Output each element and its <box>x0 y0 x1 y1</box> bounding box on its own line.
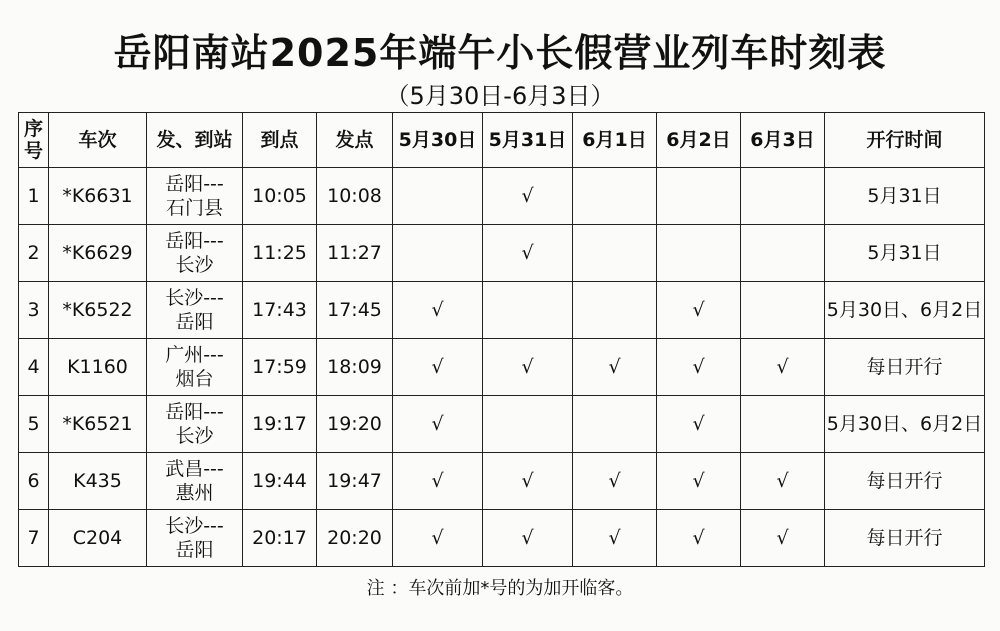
day-cell <box>741 168 825 225</box>
origin-station: 岳阳--- <box>165 173 224 195</box>
check-mark-icon: √ <box>776 527 789 549</box>
depart-time: 17:45 <box>317 282 393 339</box>
table-header-row <box>19 113 985 168</box>
check-mark-icon: √ <box>431 470 444 492</box>
header-day-0531: 5月31日 <box>483 113 573 168</box>
train-number: *K6629 <box>49 225 147 282</box>
header-arrive: 到点 <box>243 113 317 168</box>
route-cell <box>147 225 243 282</box>
seq-cell: 5 <box>19 396 49 453</box>
day-cell <box>573 168 657 225</box>
check-mark-icon: √ <box>521 185 534 207</box>
table-row <box>19 225 985 282</box>
seq-cell: 2 <box>19 225 49 282</box>
runtime-cell: 每日开行 <box>825 453 985 510</box>
origin-station: 武昌--- <box>165 458 224 480</box>
seq-cell: 7 <box>19 510 49 567</box>
header-day-0603: 6月3日 <box>741 113 825 168</box>
day-cell <box>657 453 741 510</box>
check-mark-icon: √ <box>431 356 444 378</box>
origin-station: 长沙--- <box>165 515 224 537</box>
depart-time: 10:08 <box>317 168 393 225</box>
runtime-cell: 每日开行 <box>825 510 985 567</box>
header-depart: 发点 <box>317 113 393 168</box>
runtime-cell: 5月31日 <box>825 168 985 225</box>
arrive-time: 10:05 <box>243 168 317 225</box>
day-cell <box>741 339 825 396</box>
table-row <box>19 510 985 567</box>
day-cell <box>393 453 483 510</box>
route-cell <box>147 282 243 339</box>
day-cell <box>483 282 573 339</box>
check-mark-icon: √ <box>776 470 789 492</box>
route-cell <box>147 510 243 567</box>
day-cell <box>393 168 483 225</box>
day-cell <box>573 339 657 396</box>
check-mark-icon: √ <box>521 356 534 378</box>
seq-cell: 1 <box>19 168 49 225</box>
table-row <box>19 339 985 396</box>
footnote: 注 ：车次前加*号的为加开临客。 <box>366 578 634 599</box>
check-mark-icon: √ <box>431 299 444 321</box>
check-mark-icon: √ <box>692 299 705 321</box>
day-cell <box>657 339 741 396</box>
destination-station: 岳阳 <box>175 311 214 333</box>
day-cell <box>393 225 483 282</box>
check-mark-icon: √ <box>431 413 444 435</box>
train-number: K435 <box>49 453 147 510</box>
schedule-table <box>18 112 985 567</box>
page-subtitle: （5月30日-6月3日） <box>385 82 615 110</box>
day-cell <box>573 453 657 510</box>
day-cell <box>483 168 573 225</box>
day-cell <box>393 339 483 396</box>
depart-time: 18:09 <box>317 339 393 396</box>
train-number: C204 <box>49 510 147 567</box>
header-day-0602: 6月2日 <box>657 113 741 168</box>
arrive-time: 20:17 <box>243 510 317 567</box>
day-cell <box>573 282 657 339</box>
origin-station: 岳阳--- <box>165 401 224 423</box>
day-cell <box>657 510 741 567</box>
depart-time: 19:20 <box>317 396 393 453</box>
day-cell <box>741 453 825 510</box>
table-row <box>19 453 985 510</box>
check-mark-icon: √ <box>776 356 789 378</box>
runtime-cell: 5月31日 <box>825 225 985 282</box>
seq-cell: 3 <box>19 282 49 339</box>
destination-station: 石门县 <box>165 197 223 219</box>
depart-time: 11:27 <box>317 225 393 282</box>
runtime-cell: 5月30日、6月2日 <box>825 282 985 339</box>
arrive-time: 17:59 <box>243 339 317 396</box>
seq-cell: 4 <box>19 339 49 396</box>
check-mark-icon: √ <box>521 527 534 549</box>
check-mark-icon: √ <box>692 356 705 378</box>
route-cell <box>147 396 243 453</box>
arrive-time: 17:43 <box>243 282 317 339</box>
table-row <box>19 168 985 225</box>
table-row <box>19 282 985 339</box>
train-number: K1160 <box>49 339 147 396</box>
day-cell <box>483 225 573 282</box>
arrive-time: 11:25 <box>243 225 317 282</box>
route-cell <box>147 453 243 510</box>
day-cell <box>657 396 741 453</box>
check-mark-icon: √ <box>608 470 621 492</box>
day-cell <box>741 510 825 567</box>
day-cell <box>573 225 657 282</box>
origin-station: 岳阳--- <box>165 230 224 252</box>
header-train: 车次 <box>49 113 147 168</box>
destination-station: 岳阳 <box>175 539 214 561</box>
train-number: *K6521 <box>49 396 147 453</box>
arrive-time: 19:44 <box>243 453 317 510</box>
check-mark-icon: √ <box>692 470 705 492</box>
day-cell <box>741 225 825 282</box>
check-mark-icon: √ <box>608 356 621 378</box>
day-cell <box>393 282 483 339</box>
day-cell <box>741 282 825 339</box>
table-row <box>19 396 985 453</box>
day-cell <box>483 339 573 396</box>
day-cell <box>393 396 483 453</box>
arrive-time: 19:17 <box>243 396 317 453</box>
origin-station: 长沙--- <box>165 287 224 309</box>
day-cell <box>483 396 573 453</box>
destination-station: 烟台 <box>175 368 214 390</box>
destination-station: 长沙 <box>175 425 214 447</box>
day-cell <box>483 453 573 510</box>
header-day-0530: 5月30日 <box>393 113 483 168</box>
runtime-cell: 每日开行 <box>825 339 985 396</box>
header-route: 发、到站 <box>147 113 243 168</box>
day-cell <box>657 225 741 282</box>
route-cell <box>147 168 243 225</box>
check-mark-icon: √ <box>692 413 705 435</box>
day-cell <box>393 510 483 567</box>
page-title: 岳阳南站2025年端午小长假营业列车时刻表 <box>113 31 887 75</box>
depart-time: 20:20 <box>317 510 393 567</box>
train-number: *K6522 <box>49 282 147 339</box>
seq-cell: 6 <box>19 453 49 510</box>
day-cell <box>657 282 741 339</box>
destination-station: 长沙 <box>175 254 214 276</box>
destination-station: 惠州 <box>175 482 214 504</box>
day-cell <box>741 396 825 453</box>
check-mark-icon: √ <box>692 527 705 549</box>
runtime-cell: 5月30日、6月2日 <box>825 396 985 453</box>
check-mark-icon: √ <box>608 527 621 549</box>
day-cell <box>483 510 573 567</box>
check-mark-icon: √ <box>521 242 534 264</box>
day-cell <box>573 510 657 567</box>
depart-time: 19:47 <box>317 453 393 510</box>
check-mark-icon: √ <box>431 527 444 549</box>
check-mark-icon: √ <box>521 470 534 492</box>
route-cell <box>147 339 243 396</box>
header-runtime: 开行时间 <box>825 113 985 168</box>
day-cell <box>573 396 657 453</box>
header-day-0601: 6月1日 <box>573 113 657 168</box>
train-number: *K6631 <box>49 168 147 225</box>
origin-station: 广州--- <box>165 344 224 366</box>
day-cell <box>657 168 741 225</box>
header-seq: 序号 <box>19 113 49 168</box>
